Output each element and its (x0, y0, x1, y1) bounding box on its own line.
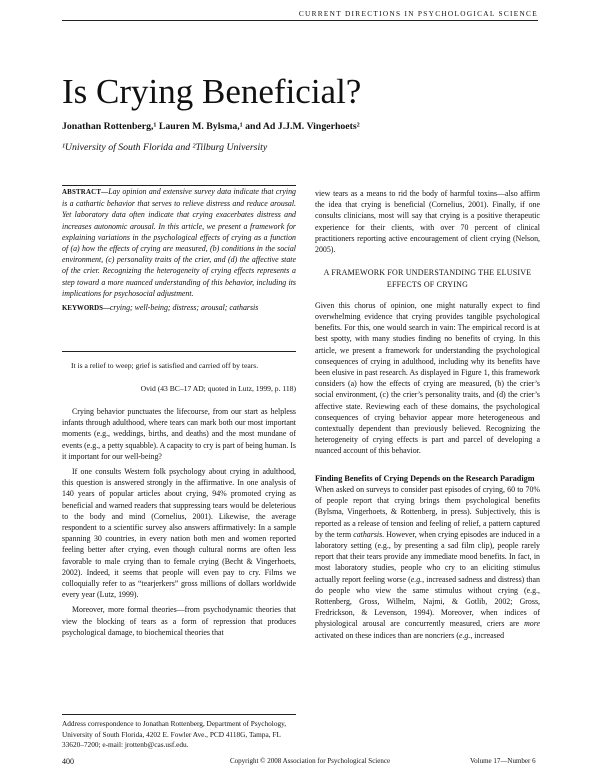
section-heading: A FRAMEWORK FOR UNDERSTANDING THE ELUSIVE EFFECTS OF CRYING (323, 268, 532, 289)
article-title: Is Crying Beneficial? (62, 72, 362, 111)
epigraph-source: Ovid (43 BC–17 AD; quoted in Lutz, 1999, p. 118) (140, 384, 296, 393)
text-run: When asked on surveys to consider past episodes of crying, 60 to 70% of people report that crying brings them psychological benefits (Bylsma, Vingerhoets, & Rottenberg, in press). Subjectively, this is reported as a release of tension and feeling of relief, a pattern captured by the term (315, 484, 540, 539)
paragraph: If one consults Western folk psychology about crying in adulthood, this question is answered strongly in the affirmative. In one analysis of 140 years of popular articles about crying, 94% promoted crying as beneficial and warned readers that suppressing tears would be deleterious to the body and mind (Cornelius, 2001). Likewise, the average respondent to a scientific survey also answers affirmatively: In a sample spanning 30 countries, in every nation both men and women reported feeling better after crying, even though cultural norms are often less favorable to male crying than to female crying (Becht & Vingerhoets, 2002). Indeed, it seems that people will even pay to cry. Films we colloquially refer to as “tearjerkers” gross millions of dollars worldwide every year (Lutz, 1999). (62, 467, 296, 600)
paragraph: view tears as a means to rid the body of harmful toxins—also affirm the idea that crying is beneficial (Cornelius, 2001). Finally, if one consults clinicians, most will say that crying is a positive therapeutic experience for their clients, with over 70 percent of clinical practitioners reporting active encouragement of client crying (Nelson, 2005). (315, 189, 540, 255)
epigraph (62, 360, 296, 394)
body-column-left (62, 406, 296, 638)
keywords-label: KEYWORDS— (62, 305, 110, 313)
text-run: increased (472, 630, 505, 640)
affiliations: ¹University of South Florida and ²Tilburg University (62, 142, 268, 153)
abstract-box (62, 185, 296, 352)
epigraph-quote: It is a relief to weep; grief is satisfied and carried off by tears. (71, 361, 259, 370)
keywords (62, 302, 296, 314)
author-list: Jonathan Rottenberg,¹ Lauren M. Bylsma,¹ and Ad J.J.M. Vingerhoets² (62, 121, 360, 132)
abstract-label: ABSTRACT— (62, 189, 109, 196)
volume-info: Volume 17—Number 6 (470, 757, 536, 765)
abstract (62, 186, 296, 299)
body-column-right (315, 188, 540, 641)
correspondence-note: Address correspondence to Jonathan Rottenberg, Department of Psychology, University of South Florida, 4202 E. Fowler Ave., PCD 4118G, Tampa, FL 33620–7200; e-mail: jrottenb@cas.usf.edu. (62, 714, 296, 751)
paragraph (315, 484, 540, 641)
paragraph: Crying behavior punctuates the lifecourse, from our start as helpless infants through adulthood, where tears can mark both our most important moments (e.g., weddings, births, and deaths) and the most mundane of events (e.g., a petty squabble). A capacity to cry is part of being human. Is it important for our well-being? (62, 407, 296, 461)
subsection-heading: Finding Benefits of Crying Depends on the Research Paradigm (315, 473, 535, 483)
running-head: CURRENT DIRECTIONS IN PSYCHOLOGICAL SCIENCE (62, 9, 538, 21)
emphasis: e.g., (458, 630, 473, 640)
page-number: 400 (62, 757, 74, 766)
text-run: increased sadness and distress) than do people who view the same stimulus without crying (e.g., Rottenberg, Gross, Wilhelm, Najmi, & Gotlib, 2002; Gross, Fredrickson, & Levenson, 1994). Moreover, when indices of physiological arousal are concurrently measured, criers are (315, 574, 540, 629)
emphasis: more (524, 619, 540, 629)
text-run: . However, when crying episodes are induced in a laboratory setting (e.g., by presenting a sad film clip), people rarely report that their tears provide any immediate mood benefits. In fact, in most laboratory studies, people who cry to an eliciting stimulus actually report feeling worse ( (315, 529, 540, 584)
paragraph: Given this chorus of opinion, one might naturally expect to find overwhelming evidence that crying provides tangible psychological benefits. For this, one would search in vain: The empirical record is at best spotty, with many studies finding no benefits of crying. In this article, we present a framework for understanding the psychological consequences of crying in adulthood, including why its benefits have been elusive in past research. As displayed in Figure 1, this framework considers (a) how the effects of crying are measured, (b) the crier’s social environment, (c) the crier’s personality traits, and (d) the crier’s affective state. Reviewing each of these domains, the psychological consequences of crying behavior appear more heterogeneous and contextually dependent than previously believed. Recognizing the heterogeneity of crying effects is part and parcel of developing a nuanced account of this behavior. (315, 300, 540, 456)
paragraph: Moreover, more formal theories—from psychodynamic theories that view the blocking of tears as a form of repression that produces psychological damage, to biochemical theories that (62, 605, 296, 637)
emphasis: catharsis (353, 529, 383, 539)
copyright-line: Copyright © 2008 Association for Psychological Science (230, 757, 391, 765)
emphasis: e.g., (410, 574, 425, 584)
keywords-text: crying; well-being; distress; arousal; catharsis (109, 303, 259, 313)
abstract-text: Lay opinion and extensive survey data indicate that crying is a cathartic behavior that serves to relieve distress and reduce arousal. Yet laboratory data often indicate that crying exacerbates distress and increases autonomic arousal. In this article, we present a framework for explaining variations in the psychological effects of crying as a function of (a) how the effects of crying are measured, (b) conditions in the social environment, (c) personality traits of the crier, and (d) the affective state of the crier. Recognizing the heterogeneity of crying effects represents a step toward a more nuanced understanding of this behavior, including its implications for psychosocial adjustment. (62, 187, 296, 298)
text-run: activated on these indices than are noncriers ( (315, 630, 459, 640)
